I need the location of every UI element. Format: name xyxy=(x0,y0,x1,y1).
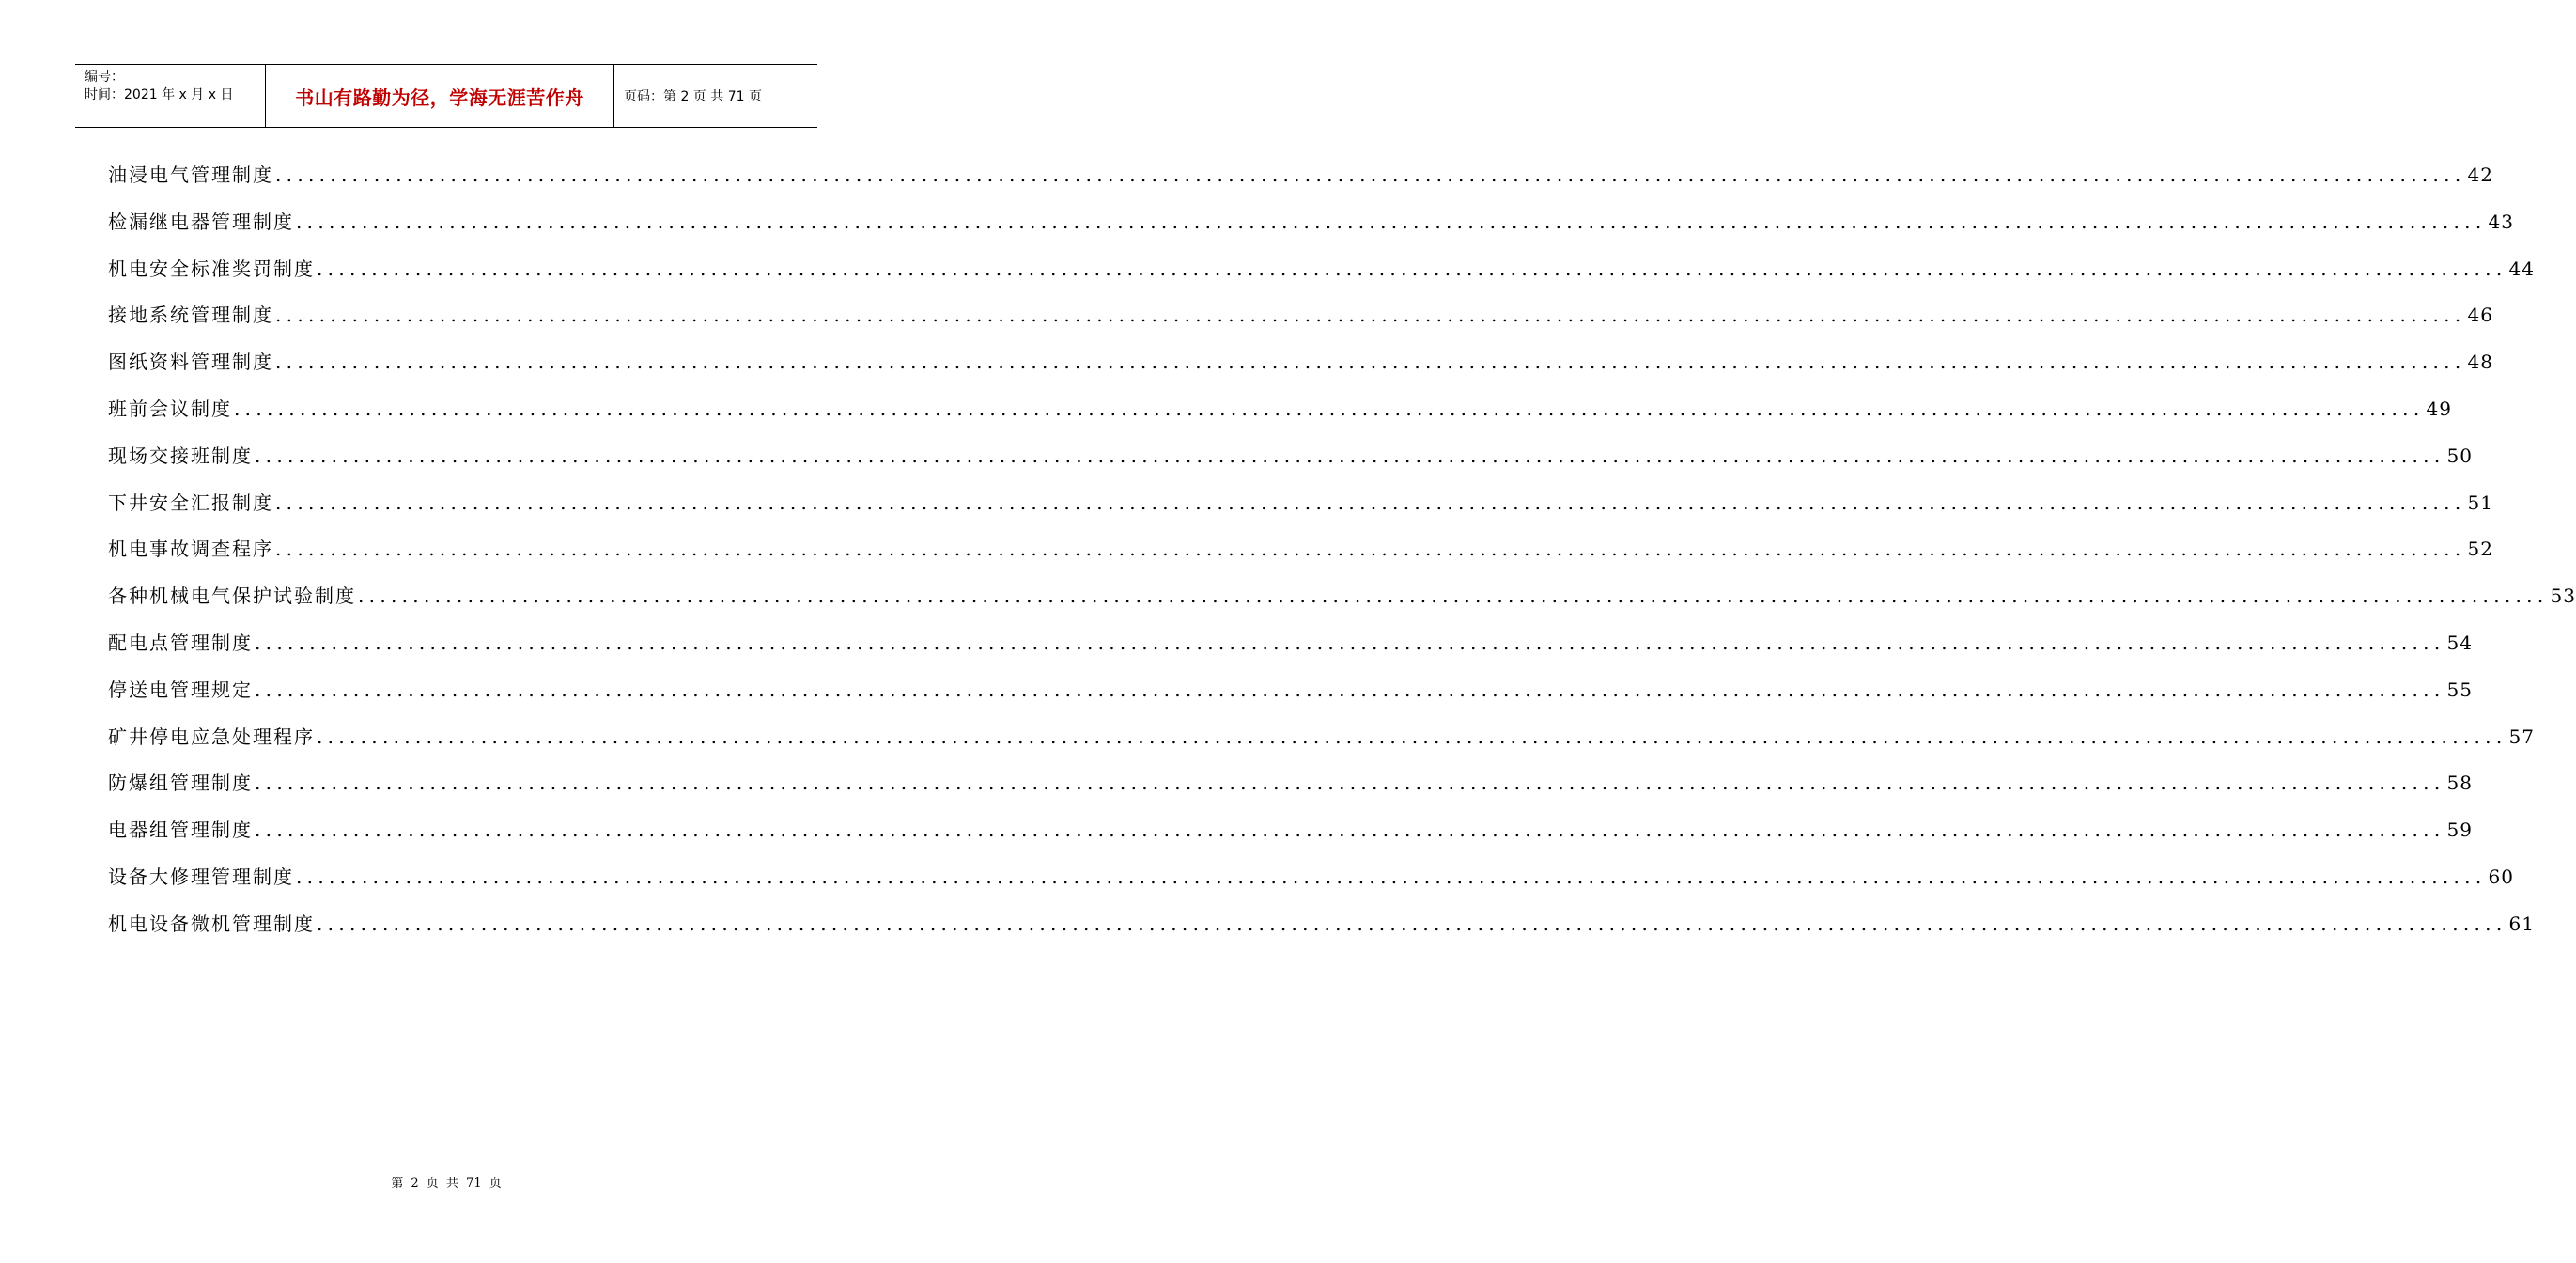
toc-entry-page: 55 xyxy=(2446,678,2473,701)
toc-entry[interactable] xyxy=(108,722,2535,769)
toc-entry[interactable] xyxy=(108,534,2493,581)
toc-leader-dots: ........................................................................................................................................................................................................ xyxy=(317,257,2507,280)
toc-entry-page: 57 xyxy=(2508,725,2535,748)
toc-entry[interactable] xyxy=(108,768,2473,815)
toc-entry-title: 接地系统管理制度 xyxy=(108,304,273,327)
toc-entry-title: 各种机械电气保护试验制度 xyxy=(108,585,356,608)
toc-entry[interactable] xyxy=(108,254,2535,301)
toc-entry-title: 停送电管理规定 xyxy=(108,678,253,701)
toc-entry-page: 58 xyxy=(2446,772,2473,795)
toc-entry-title: 机电安全标准奖罚制度 xyxy=(108,257,315,280)
toc-leader-dots: ........................................................................................................................................................................................................ xyxy=(255,819,2445,842)
toc-entry[interactable] xyxy=(108,394,2452,441)
toc-leader-dots: ........................................................................................................................................................................................................ xyxy=(275,164,2466,186)
toc-leader-dots: ........................................................................................................................................................................................................ xyxy=(296,865,2487,888)
toc-entry[interactable] xyxy=(108,909,2535,956)
toc-entry-title: 油浸电气管理制度 xyxy=(108,164,273,186)
toc-entry-page: 42 xyxy=(2467,164,2493,186)
toc-entry[interactable] xyxy=(108,862,2514,909)
toc-entry-title: 检漏继电器管理制度 xyxy=(108,210,294,233)
toc-entry-page: 61 xyxy=(2508,912,2535,935)
toc-entry-page: 51 xyxy=(2467,491,2493,514)
toc-entry[interactable] xyxy=(108,628,2473,675)
page-footer: 第 2 页 共 71 页 xyxy=(391,1177,502,1191)
toc-entry-page: 43 xyxy=(2488,210,2514,233)
toc-leader-dots: ........................................................................................................................................................................................................ xyxy=(358,585,2549,608)
toc-entry[interactable] xyxy=(108,675,2473,722)
toc-leader-dots: ........................................................................................................................................................................................................ xyxy=(275,304,2466,327)
toc-entry[interactable] xyxy=(108,207,2514,254)
toc-leader-dots: ........................................................................................................................................................................................................ xyxy=(234,397,2425,420)
toc-entry-page: 49 xyxy=(2426,397,2452,420)
toc-entry-page: 52 xyxy=(2467,538,2493,561)
toc-entry-title: 防爆组管理制度 xyxy=(108,772,253,795)
toc-entry-title: 电器组管理制度 xyxy=(108,819,253,842)
toc-entry-title: 班前会议制度 xyxy=(108,397,232,420)
toc-entry[interactable] xyxy=(108,581,2576,628)
table-of-contents xyxy=(108,160,2576,956)
toc-entry-title: 配电点管理制度 xyxy=(108,631,253,654)
toc-entry[interactable] xyxy=(108,300,2493,347)
toc-leader-dots: ........................................................................................................................................................................................................ xyxy=(275,351,2466,374)
header-motto: 书山有路勤为径，学海无涯苦作舟 xyxy=(265,65,614,127)
toc-entry-page: 60 xyxy=(2488,865,2514,888)
toc-leader-dots: ........................................................................................................................................................................................................ xyxy=(296,210,2487,233)
toc-entry-page: 54 xyxy=(2446,631,2473,654)
toc-entry[interactable] xyxy=(108,488,2493,535)
toc-entry-title: 下井安全汇报制度 xyxy=(108,491,273,514)
toc-entry-page: 44 xyxy=(2508,257,2535,280)
toc-entry[interactable] xyxy=(108,160,2493,207)
toc-leader-dots: ........................................................................................................................................................................................................ xyxy=(255,772,2445,795)
toc-entry-title: 图纸资料管理制度 xyxy=(108,351,273,374)
header-page-info: 页码：第 2 页 共 71 页 xyxy=(624,89,762,104)
toc-entry[interactable] xyxy=(108,441,2473,488)
toc-leader-dots: ........................................................................................................................................................................................................ xyxy=(317,912,2507,935)
toc-entry-page: 50 xyxy=(2446,444,2473,467)
toc-entry-title: 设备大修理管理制度 xyxy=(108,865,294,888)
code-label: 编号： xyxy=(85,70,124,85)
page-header xyxy=(75,64,817,128)
toc-entry-page: 46 xyxy=(2467,304,2493,327)
toc-entry[interactable] xyxy=(108,815,2473,862)
header-meta xyxy=(75,65,265,127)
toc-entry-page: 48 xyxy=(2467,351,2493,374)
toc-leader-dots: ........................................................................................................................................................................................................ xyxy=(255,631,2445,654)
toc-entry-title: 机电设备微机管理制度 xyxy=(108,912,315,935)
toc-entry-title: 现场交接班制度 xyxy=(108,444,253,467)
toc-entry-page: 53 xyxy=(2550,585,2576,608)
toc-leader-dots: ........................................................................................................................................................................................................ xyxy=(275,538,2466,561)
toc-leader-dots: ........................................................................................................................................................................................................ xyxy=(317,725,2507,748)
toc-entry-page: 59 xyxy=(2446,819,2473,842)
toc-entry-title: 矿井停电应急处理程序 xyxy=(108,725,315,748)
toc-leader-dots: ........................................................................................................................................................................................................ xyxy=(255,678,2445,701)
toc-leader-dots: ........................................................................................................................................................................................................ xyxy=(255,444,2445,467)
toc-leader-dots: ........................................................................................................................................................................................................ xyxy=(275,491,2466,514)
toc-entry[interactable] xyxy=(108,347,2493,394)
time-line: 时间：2021 年 x 月 x 日 xyxy=(85,87,234,102)
toc-entry-title: 机电事故调查程序 xyxy=(108,538,273,561)
